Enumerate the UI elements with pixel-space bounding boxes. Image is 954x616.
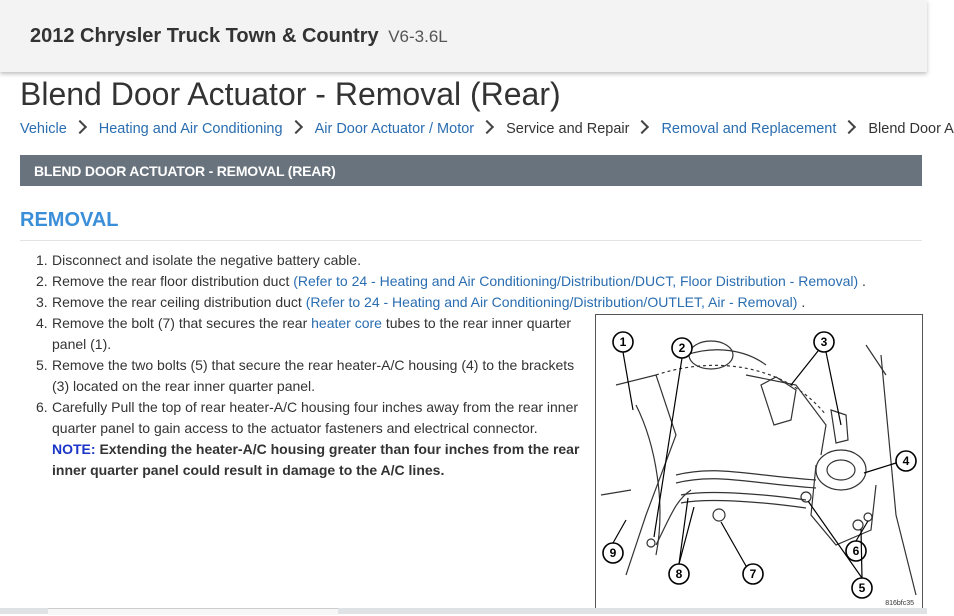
step-5	[36, 355, 585, 397]
step-3	[36, 292, 912, 313]
step-number: 4.	[36, 315, 48, 331]
page-title: Blend Door Actuator - Removal (Rear)	[20, 76, 561, 112]
procedure-steps	[36, 250, 866, 481]
step-4	[36, 313, 582, 355]
component-diagram	[595, 314, 923, 612]
breadcrumb-heating-and-air-conditioning[interactable]: Heating and Air Conditioning	[98, 121, 283, 137]
heater-core-link[interactable]: heater core	[311, 315, 382, 331]
step-1	[36, 250, 596, 271]
vehicle-title	[30, 25, 448, 48]
engine-label: V6-3.6L	[388, 27, 448, 46]
step-text: Disconnect and isolate the negative battery cable.	[52, 252, 361, 268]
chevron-right-icon	[480, 120, 494, 134]
diagram-callout-label: 7	[749, 567, 757, 581]
diagram-callout-label: 4	[902, 454, 910, 468]
step-text-tail: .	[858, 273, 866, 289]
vehicle-header-bar	[0, 0, 927, 72]
diagram-code: 816bfc35	[885, 600, 914, 607]
step-text: Remove the two bolts (5) that secure the rear heater-A/C housing (4) to the brackets (3) located on the rear inner quarter panel.	[52, 357, 575, 394]
step-text-tail: tubes to the rear inner quarter panel (1).	[52, 315, 572, 352]
note-text: Extending the heater-A/C housing greater than four inches from the rear inner quarter panel could result in damage to the A/C lines.	[52, 441, 580, 478]
step-text: Remove the bolt (7) that secures the rear	[52, 315, 312, 331]
note-label: NOTE:	[52, 441, 96, 457]
breadcrumb-current-page: Blend Door A	[868, 121, 954, 137]
diagram-callout-label: 2	[678, 341, 686, 355]
diagram-illustration	[596, 315, 922, 611]
vehicle-name: 2012 Chrysler Truck Town & Country	[30, 25, 379, 47]
chevron-right-icon	[73, 120, 87, 134]
step-text: Carefully Pull the top of rear heater-A/C housing four inches away from the rear inner quarter panel to gain access to the actuator fasteners and electrical connector.	[52, 399, 579, 436]
chevron-right-icon	[288, 120, 302, 134]
removal-heading: REMOVAL	[20, 209, 119, 231]
chevron-right-icon	[635, 120, 649, 134]
diagram-callout-label: 9	[609, 546, 617, 560]
step-6	[36, 397, 592, 481]
chevron-right-icon	[842, 120, 856, 134]
diagram-callout-label: 1	[619, 335, 627, 349]
step-2	[36, 271, 912, 292]
step-text-tail: .	[797, 294, 806, 310]
diagram-callout-label: 6	[852, 544, 860, 558]
breadcrumb-vehicle[interactable]: Vehicle	[20, 121, 67, 137]
bottom-scroll-strip	[0, 608, 927, 614]
section-title: BLEND DOOR ACTUATOR - REMOVAL (REAR)	[34, 163, 336, 179]
diagram-callout-label: 5	[858, 581, 866, 595]
breadcrumb	[20, 121, 954, 137]
diagram-callout-label: 8	[675, 567, 683, 581]
section-header-bar	[20, 155, 922, 186]
heading-divider	[20, 240, 922, 241]
step-text: Remove the rear floor distribution duct	[52, 273, 290, 289]
step-number: 3.	[36, 294, 48, 310]
step-number: 2.	[36, 273, 48, 289]
bottom-tab[interactable]	[48, 608, 338, 615]
breadcrumb-removal-and-replacement[interactable]: Removal and Replacement	[661, 121, 837, 137]
step-number: 6.	[36, 399, 48, 415]
step-text: Remove the rear ceiling distribution duct	[52, 294, 302, 310]
step-number: 1.	[36, 252, 48, 268]
breadcrumb-air-door-actuator-motor[interactable]: Air Door Actuator / Motor	[314, 121, 475, 137]
floor-distribution-duct-link[interactable]: (Refer to 24 - Heating and Air Conditioning/Distribution/DUCT, Floor Distribution - Removal)	[293, 273, 859, 289]
diagram-callout-label: 3	[820, 335, 828, 349]
step-number: 5.	[36, 357, 48, 373]
air-outlet-link[interactable]: (Refer to 24 - Heating and Air Conditioning/Distribution/OUTLET, Air - Removal)	[305, 294, 798, 310]
breadcrumb-service-and-repair: Service and Repair	[506, 121, 630, 137]
